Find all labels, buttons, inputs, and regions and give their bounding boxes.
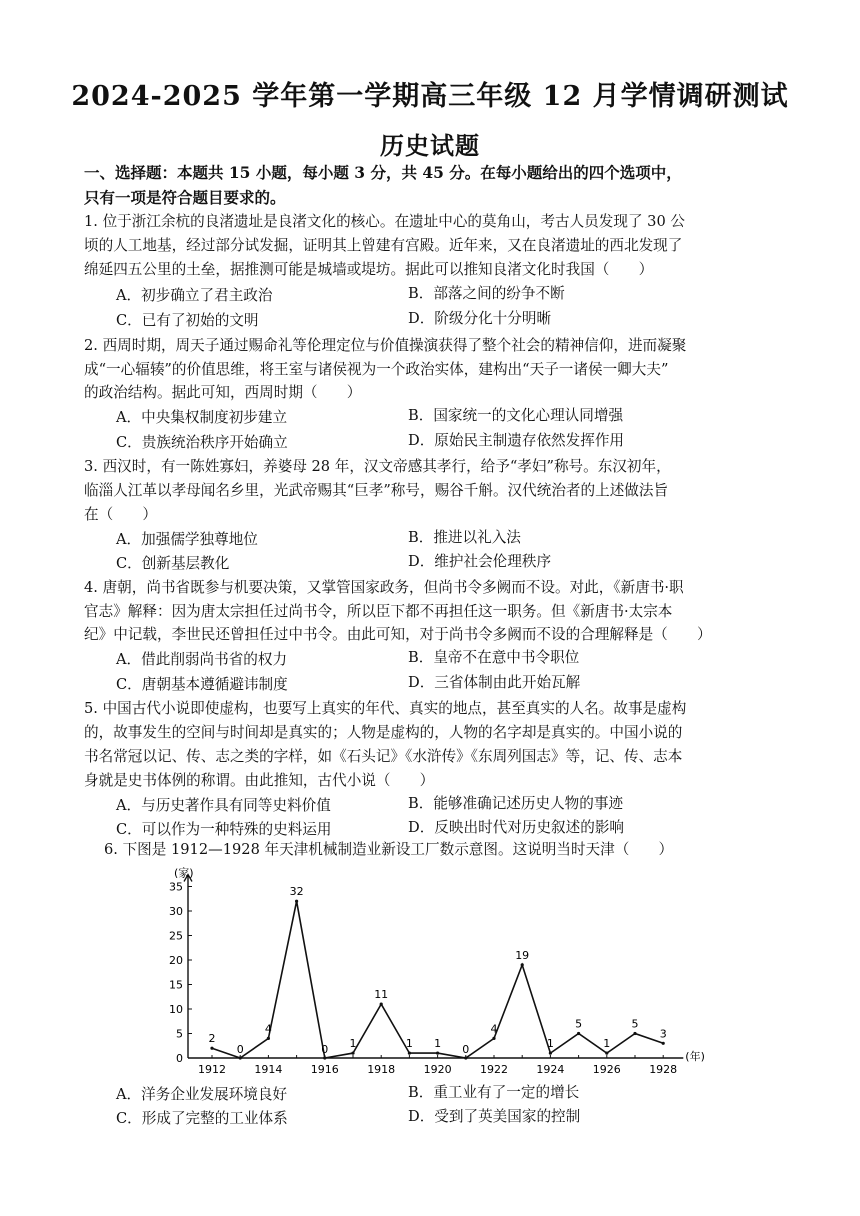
data-point: [239, 1056, 242, 1059]
question-4-option-c[interactable]: C．唐朝基本遵循避讳制度: [116, 676, 288, 693]
data-label: 0: [462, 1043, 470, 1056]
question-3-option-a[interactable]: A．加强儒学独尊地位: [116, 531, 258, 548]
x-tick-label: 1918: [367, 1063, 396, 1076]
data-label: 0: [321, 1043, 329, 1056]
question-5-line-2: 的，故事发生的空间与时间却是真实的；人物是虚构的，人物的名字却是真实的。中国小说的: [84, 724, 683, 741]
data-label: 5: [631, 1017, 639, 1031]
question-4-option-d[interactable]: D．三省体制由此开始瓦解: [408, 674, 581, 691]
question-3-option-b[interactable]: B．推进以礼入法: [408, 529, 521, 546]
question-4-option-a[interactable]: A．借此削弱尚书省的权力: [116, 651, 288, 668]
data-point: [436, 1052, 439, 1055]
data-point: [408, 1052, 411, 1055]
y-axis-unit: (家): [174, 866, 194, 880]
data-label: 1: [405, 1037, 413, 1051]
question-2-option-b[interactable]: B．国家统一的文化心理认同增强: [408, 407, 624, 424]
data-point: [267, 1037, 270, 1040]
data-point: [662, 1042, 665, 1045]
question-5-option-a[interactable]: A．与历史著作具有同等史料价值: [116, 797, 331, 814]
data-label: 11: [374, 988, 389, 1002]
x-tick-label: 1920: [423, 1063, 452, 1076]
data-label: 1: [546, 1037, 554, 1051]
data-label: 3: [659, 1027, 667, 1041]
data-label: 1: [603, 1037, 611, 1051]
data-point: [380, 1003, 383, 1006]
question-5-line-4: 身就是史书体例的称谓。由此推知，古代小说（ ）: [84, 772, 435, 789]
data-label: 1: [434, 1037, 442, 1051]
question-3-option-c[interactable]: C．创新基层教化: [116, 555, 230, 572]
question-1-option-b[interactable]: B．部落之间的纷争不断: [408, 285, 565, 302]
question-2-option-d[interactable]: D．原始民主制遗存依然发挥作用: [408, 432, 625, 449]
series-line: [212, 901, 663, 1058]
data-point: [210, 1047, 213, 1050]
question-3-line-1: 3. 西汉时，有一陈姓寡妇，养婆母 28 年，汉文帝感其孝行，给予“孝妇”称号。东汉初年，: [84, 458, 671, 475]
section-heading-line-2: 只有一项是符合题目要求的。: [84, 188, 286, 207]
data-label: 4: [264, 1022, 272, 1036]
x-axis-unit: (年): [685, 1050, 705, 1063]
y-tick-label: 25: [169, 929, 183, 943]
question-6-option-a[interactable]: A．洋务企业发展环境良好: [116, 1086, 288, 1103]
section-heading-line-1: 一、选择题：本题共 15 小题，每小题 3 分，共 45 分。在每小题给出的四个选项中，: [84, 163, 682, 182]
data-label: 2: [208, 1032, 216, 1046]
question-6-option-b[interactable]: B．重工业有了一定的增长: [408, 1084, 580, 1101]
question-1-option-c[interactable]: C．已有了初始的文明: [116, 312, 259, 329]
x-tick-label: 1926: [592, 1063, 621, 1076]
y-tick-label: 20: [169, 954, 183, 967]
question-6-line-1: 6. 下图是 1912—1928 年天津机械制造业新设工厂数示意图。这说明当时天津（ ）: [104, 841, 674, 858]
data-label: 1: [349, 1037, 357, 1051]
data-point: [351, 1052, 354, 1055]
y-tick-label: 5: [176, 1027, 183, 1041]
data-point: [633, 1032, 636, 1035]
question-1-line-2: 顷的人工地基，经过部分试发掘，证明其上曾建有宫殿。近年来，又在良渚遗址的西北发现了: [84, 237, 683, 254]
x-tick-label: 1924: [536, 1063, 565, 1076]
x-tick-label: 1922: [480, 1063, 508, 1076]
y-tick-label: 15: [169, 978, 183, 992]
y-tick-label: 30: [169, 905, 183, 918]
question-4-option-b[interactable]: B．皇帝不在意中书令职位: [408, 649, 580, 666]
question-4-line-3: 纪》中记载，李世民还曾担任过中书令。由此可知，对于尚书令多阙而不设的合理解释是（ ）: [84, 626, 712, 643]
question-2-option-c[interactable]: C．贵族统治秩序开始确立: [116, 434, 288, 451]
x-tick-label: 1916: [310, 1063, 339, 1076]
y-tick-label: 0: [176, 1052, 183, 1065]
question-3-line-2: 临淄人江革以孝母闻名乡里，光武帝赐其“巨孝”称号，赐谷千斛。汉代统治者的上述做法旨: [84, 482, 669, 499]
x-tick-label: 1912: [198, 1063, 226, 1076]
data-label: 5: [575, 1017, 583, 1031]
question-1-option-a[interactable]: A．初步确立了君主政治: [116, 287, 273, 304]
exam-title: 2024-2025 学年第一学期高三年级 12 月学情调研测试: [71, 81, 789, 112]
y-tick-label: 35: [169, 880, 183, 894]
question-4-line-2: 官志》解释：因为唐太宗担任过尚书令，所以臣下都不再担任这一职务。但《新唐书·太宗本: [84, 603, 673, 620]
data-point: [295, 900, 298, 903]
question-5-line-1: 5. 中国古代小说即使虚构，也要写上真实的年代、真实的地点，甚至真实的人名。故事是虚构: [84, 700, 687, 717]
question-2-line-3: 的政治结构。据此可知，西周时期（ ）: [84, 384, 362, 401]
data-point: [577, 1032, 580, 1035]
question-2-line-1: 2. 西周时期，周天子通过赐命礼等伦理定位与价值操演获得了整个社会的精神信仰，进而凝聚: [84, 337, 687, 354]
data-point: [549, 1052, 552, 1055]
data-point: [323, 1056, 326, 1059]
data-point: [521, 963, 524, 966]
data-point: [464, 1056, 467, 1059]
x-tick-label: 1914: [254, 1063, 283, 1076]
data-label: 0: [236, 1043, 244, 1056]
y-tick-label: 10: [169, 1003, 183, 1016]
data-label: 32: [289, 885, 304, 899]
question-3-option-d[interactable]: D．维护社会伦理秩序: [408, 553, 552, 570]
question-2-option-a[interactable]: A．中央集权制度初步建立: [116, 409, 288, 426]
question-3-line-3: 在（ ）: [84, 506, 157, 523]
question-5-line-3: 书名常冠以记、传、志之类的字样，如《石头记》《水浒传》《东周列国志》等，记、传、志本: [84, 748, 683, 765]
question-1-option-d[interactable]: D．阶级分化十分明晰: [408, 310, 552, 327]
question-2-line-2: 成“一心辐辏”的价值思维，将王室与诸侯视为一个政治实体，建构出“天子一诸侯一卿大夫”: [84, 361, 669, 378]
question-1-line-3: 绵延四五公里的土垒，据推测可能是城墙或堤坊。据此可以推知良渚文化时我国（ ）: [84, 261, 654, 278]
question-5-option-b[interactable]: B．能够准确记述历史人物的事迹: [408, 795, 624, 812]
question-1-line-1: 1. 位于浙江余杭的良渚遗址是良渚文化的核心。在遗址中心的莫角山，考古人员发现了 30 公: [84, 213, 685, 230]
question-5-option-c[interactable]: C．可以作为一种特殊的史料运用: [116, 821, 332, 838]
question-6-option-c[interactable]: C．形成了完整的工业体系: [116, 1110, 288, 1127]
x-tick-label: 1928: [649, 1063, 678, 1076]
data-label: 4: [490, 1022, 498, 1036]
question-6-option-d[interactable]: D．受到了英美国家的控制: [408, 1108, 581, 1125]
exam-subtitle: 历史试题: [380, 131, 480, 160]
data-point: [605, 1052, 608, 1055]
factory-count-line-chart: [160, 866, 720, 1076]
data-point: [492, 1037, 495, 1040]
question-4-line-1: 4. 唐朝，尚书省既参与机要决策，又掌管国家政务，但尚书令多阙而不设。对此，《新唐书·职: [84, 579, 684, 596]
question-5-option-d[interactable]: D．反映出时代对历史叙述的影响: [408, 819, 625, 836]
data-label: 19: [515, 948, 530, 962]
